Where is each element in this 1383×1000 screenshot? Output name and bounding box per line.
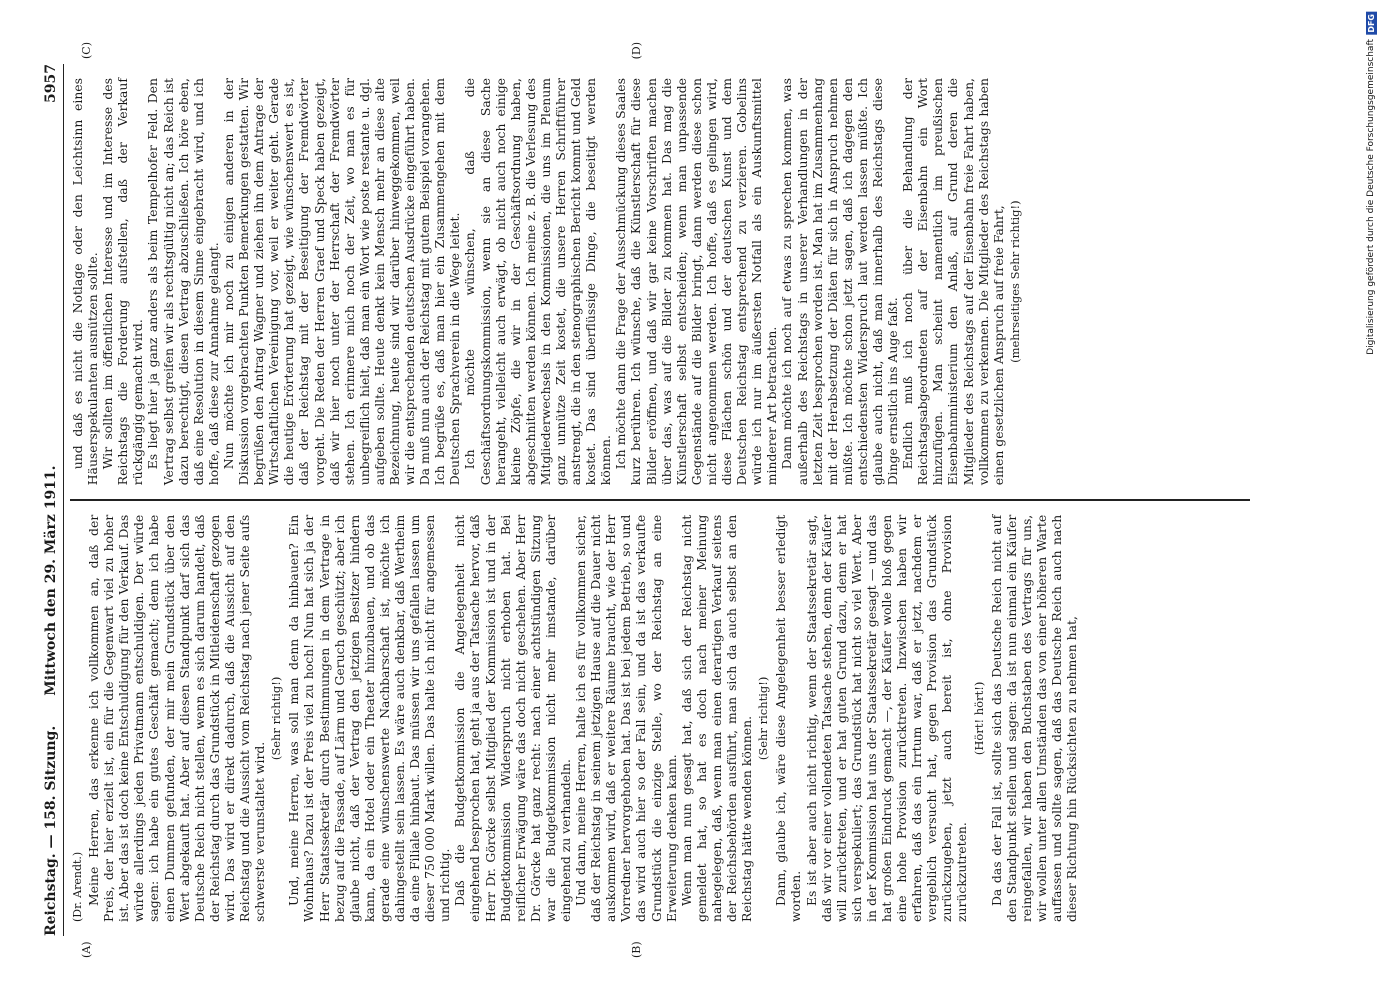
paragraph: Und, meine Herren, was soll man denn da hinbauen? Ein Wohnhaus? Dazu ist der Preis viel zu hoch! Nun hat sich ja der Herr Staatssekretär durch Bestimmungen in dem Vertrage in bezug auf die Fassade, auf Lärm und Geruch geschützt; aber ich glaube nicht, daß der Vertrag den jetzigen Besitzer hindern kann, da ein Hotel oder ein Theater hinzubauen, und ob das gerade eine wünschenswerte Nachbarschaft ist, möchte ich dahingestellt sein lassen. Es wäre auch denkbar, daß Wertheim da eine Filiale hinbaut. Das müssen wir uns gefallen lassen um dieser 750 000 Mark willen. Das halte ich nicht für angemessen und richtig.: [286, 514, 453, 922]
page-header: [43, 64, 64, 936]
credit-text: Digitalisierung gefördert durch die Deutsche Forschungsgemeinschaft: [1366, 38, 1376, 355]
paragraph: Es ist aber auch nicht richtig, wenn der Staatssekretär sagt, daß wir vor einer vollendeten Tatsache stehen, denn der Käufer will zurücktreten, und er hat guten Grund dazu, denn er hat sich verspekuliert; das Grundstück hat nicht so viel Wert. Aber in der Kommission hat uns der Staatssekretär gesagt — und das hat großen Eindruck gemacht —, der Käufer wolle bloß gegen eine hohe Provision zurücktreten. Inzwischen haben wir erfahren, daß das ein Irrtum war, daß er jetzt, nachdem er vergeblich versucht hat, gegen Provision das Grundstück zurückzugeben, jetzt auch bereit ist, ohne Provision zurückzutreten.: [803, 514, 970, 922]
column-left: [70, 501, 1250, 936]
column-divider: [70, 499, 1250, 501]
paragraph: Dann, glaube ich, wäre diese Angelegenheit besser erledigt worden.: [773, 514, 804, 922]
interjection: (mehrseitiges Sehr richtig!): [1007, 200, 1022, 363]
margin-marker-c: (C): [80, 42, 93, 59]
paragraph: Wenn man nun gesagt hat, daß sich der Reichstag nicht gemeldet hat, so hat es doch nach meiner Meinung nahegelegen, daß, wenn man einen derartigen Verkauf seitens der Reichsbehörden ausführt, man sich da auch selbst an den Reichstag hätte wenden können.: [678, 514, 755, 922]
paragraph: Nun möchte ich mir noch zu einigen anderen in der Diskussion vorgebrachten Punkten Bemerkungen gestatten. Wir begrüßen den Antrag Wagner und ziehen ihn dem Antrage der Wirtschaftlichen Vereinigung vor, weil er weiter geht. Gerade die heutige Erörterung hat gezeigt, wie wünschenswert es ist, daß der Reichstag mit der Beseitigung der Fremdwörter vorgeht. Die Reden der Herren Graef und Speck haben gezeigt, daß wir hier noch unter der Herrschaft der Fremdwörter stehen. Ich erinnere mich noch der Zeit, wo man es für unbegreiflich hielt, daß man ein Wort wie poste restante u. dgl. aufgeben sollte. Heute denkt kein Mensch mehr an diese alte Bezeichnung, heute sind wir darüber hinweggekommen, weil wir die entsprechenden deutschen Ausdrücke eingeführt haben. Da muß nun auch der Reichstag mit gutem Beispiel vorangehen. Ich begrüße es, daß man hier ein Zusammengehen mit dem Deutschen Sprachverein in die Wege leitet.: [220, 77, 463, 486]
margin-marker-d: (D): [630, 42, 643, 60]
interjection: (Hört! hört!): [971, 681, 986, 756]
document-page: [25, 40, 1275, 960]
paragraph: Endlich muß ich noch über die Behandlung der Reichstagsabgeordneten auf der Eisenbahn ein Wort hinzufügen. Man scheint namentlich im preußischen Eisenbahnministerium den Anlaß, auf Grund deren die Mitglieder des Reichstags auf der Eisenbahn freie Fahrt haben, vollkommen zu verkennen. Die Mitglieder des Reichstags haben einen gesetzlichen Anspruch auf freie Fahrt,: [900, 78, 1006, 486]
header-center-title: Mittwoch den 29. März 1911.: [43, 465, 59, 696]
paragraph: Ich möchte dann die Frage der Ausschmückung dieses Saales kurz berühren. Ich wünsche, daß die Künstlerschaft für diese Bilder eröffnen, und daß wir gar keine Vorschriften machen über das, was auf die Bilder zu kommen hat. Das mag die Künstlerschaft selbst entscheiden; wenn man unpassende Gegenstände auf die Bilder bringt, dann werden diese schon nicht angenommen werden. Ich hoffe, daß es gelingen wird, diese Flächen schön und der deutschen Kunst und dem Deutschen Reichstag entsprechend zu verzieren. Gobelins würde ich nur im äußersten Notfall als ein Auskunftsmittel minderer Art betrachten.: [613, 78, 780, 486]
margin-marker-a: (A): [80, 941, 93, 958]
margin-marker-b: (B): [630, 941, 643, 958]
column-right: [70, 64, 1250, 499]
paragraph: Wir sollten im öffentlichen Interesse und im Interesse des Reichstags die Forderung aufstellen, daß der Verkauf rückgängig gemacht wird.: [100, 78, 146, 486]
header-left-title: Reichstag. — 158. Sitzung.: [43, 725, 59, 936]
header-titles: [43, 465, 59, 936]
paragraph: Da das der Fall ist, sollte sich das Deutsche Reich nicht auf den Standpunkt stellen und sagen: da ist nun einmal ein Käufer reingefallen, wir haben den Buchstaben des Vertrags für uns, wir wollen unter allen Umständen das von einer höheren Warte auffassen und sollte sagen, daß das Deutsche Reich auch nach dieser Richtung hin Rücksichten zu nehmen hat,: [988, 514, 1080, 922]
speaker-label: (Dr. Arendt.): [71, 851, 84, 922]
paragraph: Dann möchte ich noch auf etwas zu sprechen kommen, was außerhalb des Reichstags in unserer Verhandlungen in der letzten Zeit besprochen worden ist. Man hat im Zusammenhang mit der Herabsetzung der Diäten für sich in Anspruch nehmen müßte. Ich möchte schon jetzt sagen, daß ich dagegen den entschiedensten Widerspruch laut werden lassen müßte. Ich glaube auch nicht, daß man innerhalb des Reichstags diese Dinge ernstlich ins Auge faßt.: [779, 78, 901, 486]
text-columns: [70, 42, 1250, 958]
paragraph: Daß die Budgetkommission die Angelegenheit nicht eingehend besprochen hat, geht ja aus der Tatsache hervor, daß Herr Dr. Görcke selbst Mitglied der Kommission ist und in der Budgetkommission Widerspruch nicht erhoben hat. Bei reiflicher Erwägung wäre das doch nicht geschehen. Aber Herr Dr. Görcke hat ganz recht: nach einer achtstündigen Sitzung war die Budgetkommission nicht mehr imstande, darüber eingehend zu verhandeln.: [452, 514, 573, 922]
paragraph: Es liegt hier ja ganz anders als beim Tempelhofer Feld. Den Vertrag selbst greifen wir als rechtsgültig nicht an; das Reich ist dazu berechtigt, diesen Vertrag abzuschließen. Ich höre eben, daß eine Resolution in diesem Sinne eingebracht wird, und ich hoffe, daß diese zur Annahme gelangt.: [145, 78, 221, 486]
digitization-credit: [1361, 12, 1381, 988]
paragraph: Meine Herren, das erkenne ich vollkommen an, daß der Preis, der hier erzielt ist, ein für die Gegenwart viel zu hoher ist. Aber das ist doch keine Entschuldigung für den Verkauf. Das würde allerdings jeden Privatmann entschuldigen. Der würde sagen: ich habe ein gutes Geschäft gemacht; denn ich habe einen Dummen gefunden, der mir mein Grundstück über den Wert abgekauft hat. Aber auf diesen Standpunkt darf sich das Deutsche Reich nicht stellen, wenn es sich darum handelt, daß der Reichstag durch das Grundstück in Mitleidenschaft gezogen wird. Das wird er direkt dadurch, daß die Aussicht auf den Reichstag und die Aussicht vom Reichstag nach jener Seite aufs schwerste verunstaltet wird.: [86, 514, 268, 922]
interjection: (Sehr richtig!): [269, 676, 284, 761]
interjection: (Sehr richtig!): [756, 676, 771, 761]
dfg-logo: DFG: [1366, 14, 1376, 33]
paragraph: und daß es nicht die Notlage oder den Leichtsinn eines Häuserspekulanten ausnützen sollte.: [70, 78, 101, 486]
page-number: 5957: [43, 64, 59, 103]
paragraph: Und dann, meine Herren, halte ich es für vollkommen sicher, daß der Reichstag in seinem jetzigen Hause auf die Dauer nicht auskommen wird, daß er weitere Räume braucht, wie der Herr Vorredner hervorgehoben hat. Das ist bei jedem Betrieb, so und das wird auch hier so der Fall sein, und da ist das verkaufte Grundstück die einzige Stelle, wo der Reichstag an eine Erweiterung denken kann.: [573, 514, 679, 922]
paragraph: Ich möchte wünschen, daß die Geschäftsordnungskommission, wenn sie an diese Sache herangeht, vielleicht auch erwägt, ob nicht auch noch einige kleine Zöpfe, die wir in der Geschäftsordnung haben, abgeschnitten werden können. Ich meine z. B. die Verlesung des Mitgliederwechsels in den Kommissionen, die uns im Plenum ganz unnütze Zeit kostet, die unsere Herren Schriftführer anstrengt, die in den stenographischen Bericht kommt und Geld kostet. Das sind überflüssige Dinge, die beseitigt werden können.: [462, 78, 614, 486]
